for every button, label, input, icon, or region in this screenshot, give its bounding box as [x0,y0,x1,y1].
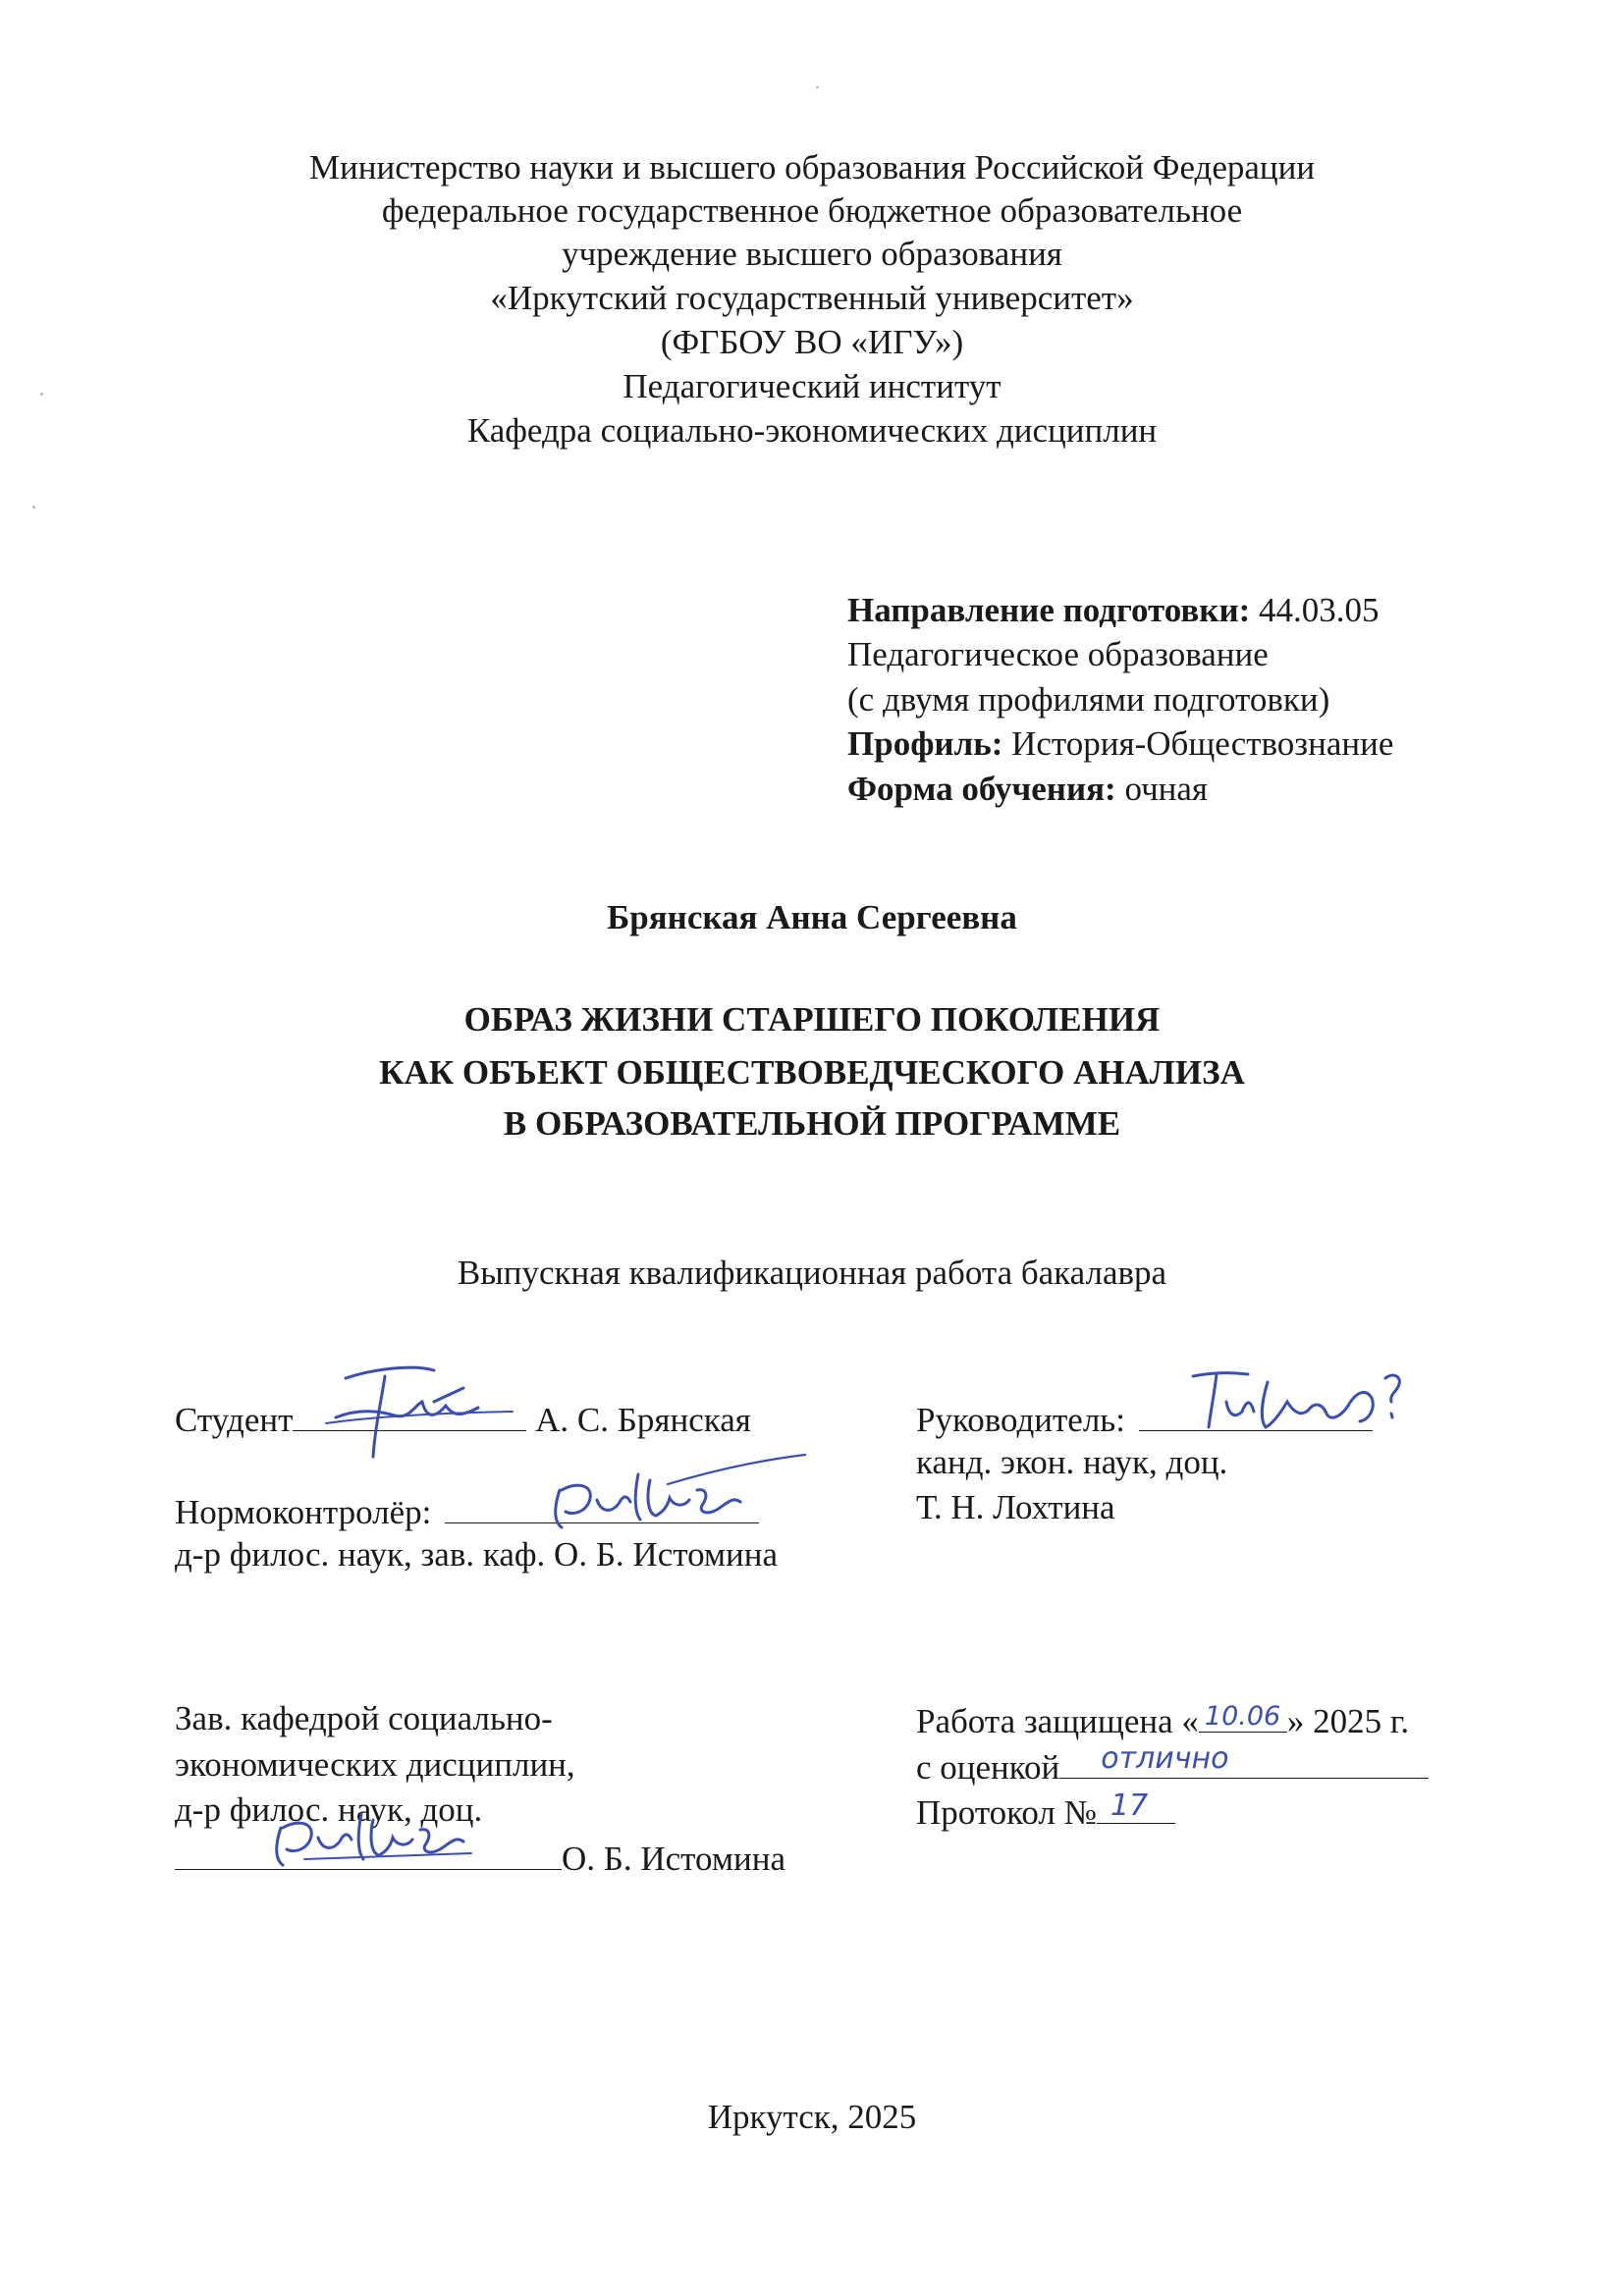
city-year: Иркутск, 2025 [707,2098,917,2136]
department-name: Кафедра социально-экономических дисциплин [466,411,1158,450]
profile-label: Профиль: [847,724,1003,763]
grade-value: отлично [1101,1741,1229,1776]
title-line-1: ОБРАЗ ЖИЗНИ СТАРШЕГО ПОКОЛЕНИЯ [463,1000,1161,1039]
work-type: Выпускная квалификационная работа бакалавра [457,1254,1167,1292]
defense-date: 10.06 [1204,1701,1281,1732]
direction-note: (с двумя профилями подготовки) [847,680,1330,719]
defense-prefix: Работа защищена « [916,1702,1199,1740]
scan-speck [816,86,819,88]
supervisor-signature-icon [1183,1362,1419,1441]
head-signature-icon [265,1804,511,1879]
protocol-field [1097,1789,1175,1824]
study-form-value: очная [1115,770,1209,808]
head-line-3: д-р филос. наук, доц. [175,1790,483,1829]
scan-speck [40,393,43,396]
org-line-2: учреждение высшего образования [562,235,1062,273]
student-signature-icon [316,1359,542,1467]
ministry-line: Министерство науки и высшего образования Российской Федерации [308,148,1316,187]
supervisor-label: Руководитель: [916,1401,1125,1439]
direction-name: Педагогическое образование [847,635,1269,673]
university-name: «Иркутский государственный университет» [490,279,1134,317]
profile-value: История-Обществознание [1002,724,1394,763]
profile-line [847,723,1393,765]
scan-speck [32,506,35,508]
supervisor-name: Т. Н. Лохтина [916,1488,1115,1526]
title-line-3: В ОБРАЗОВАТЕЛЬНОЙ ПРОГРАММЕ [503,1104,1121,1143]
defense-date-field [1199,1698,1287,1733]
direction-label: Направление подготовки: [847,591,1251,629]
grade-line [916,1741,1429,1789]
student-name: А. С. Брянская [526,1401,751,1439]
direction-code: 44.03.05 [1250,591,1380,629]
normcontrol-signature-icon [540,1451,815,1539]
defense-line [916,1698,1409,1742]
normcontrol-degree: д-р филос. наук, зав. каф. О. Б. Истомина [175,1535,779,1574]
direction-line [847,590,1380,631]
student-label: Студент [175,1401,294,1439]
institute-name: Педагогический институт [623,367,1001,405]
protocol-label: Протокол № [916,1793,1098,1832]
defense-suffix: » 2025 г. [1286,1702,1410,1740]
title-line-2: КАК ОБЪЕКТ ОБЩЕСТВОВЕДЧЕСКОГО АНАЛИЗА [379,1053,1245,1092]
head-name: О. Б. Истомина [562,1840,785,1878]
normcontrol-label: Нормоконтролёр: [175,1493,432,1531]
protocol-line [916,1789,1175,1834]
study-form-line [847,769,1208,810]
supervisor-degree: канд. экон. наук, доц. [916,1443,1228,1481]
grade-field [1059,1741,1429,1779]
head-line-2: экономических дисциплин, [175,1745,575,1784]
study-form-label: Форма обучения: [847,770,1116,808]
author-name: Брянская Анна Сергеевна [607,898,1017,936]
head-line-1: Зав. кафедрой социально- [175,1699,553,1737]
org-line-1: федеральное государственное бюджетное образовательное [381,191,1243,230]
grade-label: с оценкой [916,1748,1060,1787]
protocol-number: 17 [1110,1789,1149,1823]
university-abbreviation: (ФГБОУ ВО «ИГУ») [660,323,964,361]
